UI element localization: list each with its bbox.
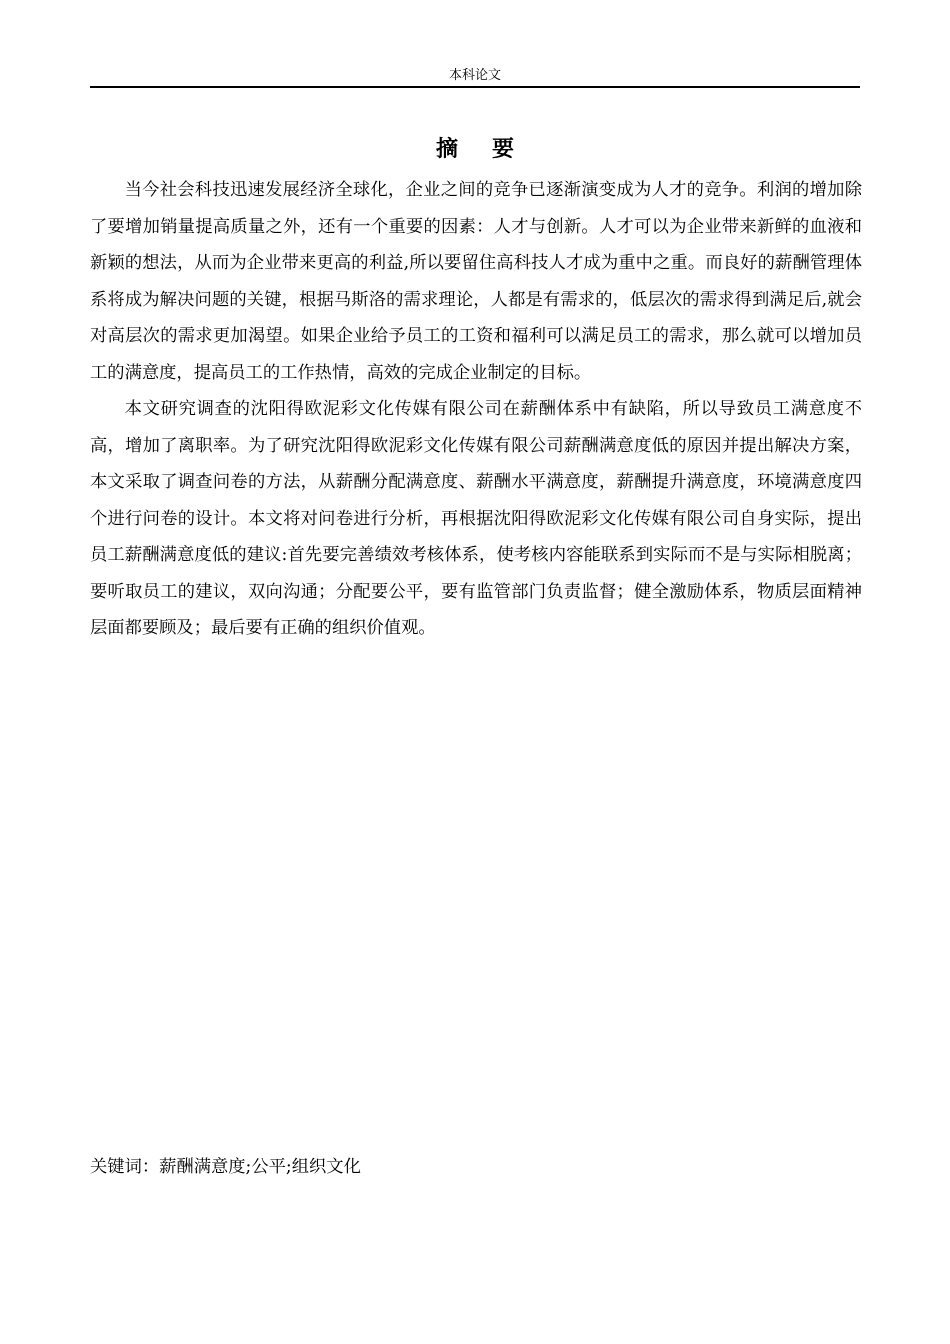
abstract-body xyxy=(90,172,862,647)
abstract-paragraph-1: 当今社会科技迅速发展经济全球化，企业之间的竞争已逐渐演变成为人才的竞争。利润的增加除了要增加销量提高质量之外，还有一个重要的因素：人才与创新。人才可以为企业带来新鲜的血液和新颖的想法，从而为企业带来更高的利益,所以要留住高科技人才成为重中之重。而良好的薪酬管理体系将成为解决问题的关键，根据马斯洛的需求理论，人都是有需求的，低层次的需求得到满足后,就会对高层次的需求更加渴望。如果企业给予员工的工资和福利可以满足员工的需求，那么就可以增加员工的满意度，提高员工的工作热情，高效的完成企业制定的目标。 xyxy=(90,180,862,383)
page-header xyxy=(90,64,860,88)
abstract-title: 摘要 xyxy=(435,137,548,162)
abstract-paragraph-2: 本文研究调查的沈阳得欧泥彩文化传媒有限公司在薪酬体系中有缺陷，所以导致员工满意度不高，增加了离职率。为了研究沈阳得欧泥彩文化传媒有限公司薪酬满意度低的原因并提出解决方案，本文采取了调查问卷的方法，从薪酬分配满意度、薪酬水平满意度，薪酬提升满意度，环境满意度四个进行问卷的设计。本文将对问卷进行分析，再根据沈阳得欧泥彩文化传媒有限公司自身实际，提出员工薪酬满意度低的建议:首先要完善绩效考核体系，使考核内容能联系到实际而不是与实际相脱离；要听取员工的建议，双向沟通；分配要公平，要有监管部门负责监督；健全激励体系，物质层面精神层面都要顾及；最后要有正确的组织价值观。 xyxy=(90,399,862,638)
header-text: 本科论文 xyxy=(448,68,501,83)
keywords-line: 关键词：薪酬满意度;公平;组织文化 xyxy=(90,1157,361,1177)
